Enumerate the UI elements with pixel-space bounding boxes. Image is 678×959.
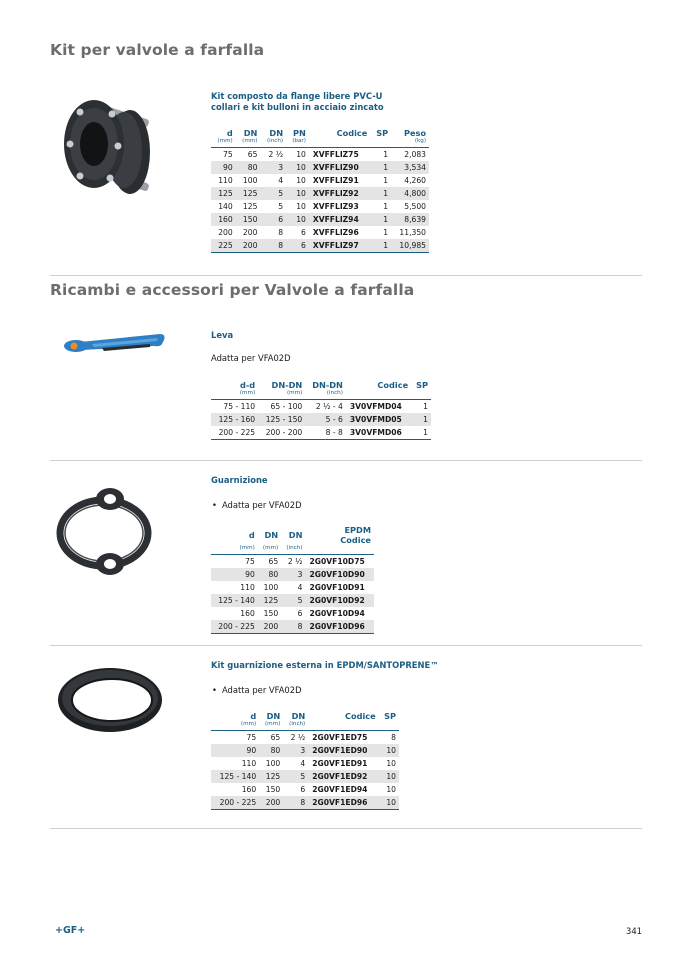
col-d: d	[250, 711, 257, 721]
unit: (inch)	[266, 138, 284, 144]
table-row	[211, 757, 399, 770]
table-cell: XVFFLIZ90	[309, 161, 370, 174]
table-cell: 8,639	[391, 213, 429, 226]
table-row	[211, 783, 399, 796]
table-cell: 125	[236, 187, 261, 200]
table-cell: 6	[300, 785, 306, 794]
col-sp: SP	[416, 380, 428, 390]
table-row	[211, 426, 431, 440]
table-cell: 200 - 225	[211, 620, 258, 634]
col-codice: Codice	[336, 128, 368, 138]
col-codice: Codice	[344, 711, 376, 721]
table-cell: 5	[283, 770, 308, 783]
table-cell: 10	[379, 744, 399, 757]
table-cell: 2G0VF1ED94	[312, 785, 368, 794]
guarnizione-bullet: • Adatta per VFA02D	[212, 500, 302, 510]
table-cell: 8	[260, 239, 286, 253]
table-cell: 160	[211, 213, 236, 226]
title-line-1: Kit composto da flange libere PVC-U	[211, 91, 383, 101]
table-cell: 10	[379, 796, 399, 810]
product-title-flange-kit	[211, 91, 384, 113]
section-title-kit: Kit per valvole a farfalla	[50, 41, 265, 59]
table-cell: 5	[278, 202, 284, 211]
table-cell: 80	[236, 161, 261, 174]
unit: (mm)	[264, 721, 281, 727]
col-dn-inch: DN	[269, 128, 284, 138]
unit	[305, 545, 374, 555]
unit	[370, 138, 391, 148]
table-cell: 1	[370, 213, 391, 226]
table-row	[211, 594, 374, 607]
table-cell: 75	[223, 150, 233, 159]
table-cell: 100	[242, 176, 258, 185]
table-cell: 125	[258, 594, 281, 607]
table-row	[211, 731, 399, 745]
table-cell: 150	[263, 609, 279, 618]
table-cell: XVFFLIZ93	[312, 202, 359, 211]
header-codice: Codice	[340, 535, 371, 545]
table-cell: 110	[241, 759, 257, 768]
divider	[50, 828, 642, 829]
table-cell: 2,083	[404, 150, 426, 159]
table-cell: XVFFLIZ94	[309, 213, 370, 226]
leva-table	[211, 380, 431, 440]
divider	[50, 645, 642, 646]
table-cell: 2G0VF10D91	[309, 583, 365, 592]
table-cell: XVFFLIZ75	[312, 150, 359, 159]
table-row	[211, 400, 431, 414]
col-epdm	[305, 525, 374, 545]
table-cell: 2G0VF1ED90	[308, 744, 378, 757]
guarnizione-table	[211, 525, 374, 634]
unit: (mm)	[217, 138, 233, 144]
col-dn-mm: DN	[243, 128, 258, 138]
table-cell: 150	[236, 213, 261, 226]
table-cell: 2G0VF1ED75	[312, 733, 368, 742]
unit	[379, 721, 399, 731]
table-cell: 125	[259, 770, 283, 783]
outer-gasket-image	[54, 660, 170, 736]
col-codice: Codice	[377, 380, 409, 390]
table-cell: 110	[240, 583, 255, 592]
table-cell: 200	[259, 796, 283, 810]
table-cell: 2 ½	[268, 150, 284, 159]
table-cell: 5	[281, 594, 305, 607]
table-cell: 80	[259, 744, 283, 757]
unit: (mm)	[239, 545, 255, 551]
table-cell: XVFFLIZ97	[309, 239, 370, 253]
unit	[309, 138, 370, 148]
unit	[308, 721, 378, 731]
table-cell: 125 - 150	[258, 413, 305, 426]
table-cell: 125 - 140	[211, 770, 259, 783]
table-cell: 5 - 6	[305, 413, 346, 426]
lever-image	[62, 328, 167, 358]
table-cell: 3V0VFMD05	[346, 413, 411, 426]
flange-kit-table	[211, 128, 429, 253]
unit	[346, 390, 411, 400]
col-pn: PN	[293, 128, 306, 138]
table-cell: 2 ½ - 4	[315, 402, 343, 411]
table-cell: 65	[268, 557, 279, 566]
gasket-image	[54, 482, 154, 580]
table-row	[211, 148, 429, 162]
table-cell: 2G0VF1ED91	[312, 759, 368, 768]
table-cell: 10,985	[391, 239, 429, 253]
product-title-guarnizione: Guarnizione	[211, 475, 268, 485]
table-row	[211, 568, 374, 581]
unit: (mm)	[262, 545, 279, 551]
table-cell: 1	[383, 176, 389, 185]
table-cell: 200 - 225	[218, 428, 256, 437]
unit: (mm)	[240, 721, 257, 727]
table-cell: 2G0VF10D90	[305, 568, 374, 581]
unit: (kg)	[414, 138, 426, 144]
table-cell: 10	[286, 187, 309, 200]
divider	[50, 275, 642, 276]
table-row	[211, 581, 374, 594]
table-cell: 2G0VF10D92	[305, 594, 374, 607]
col-dn-inch: DN	[288, 530, 303, 540]
col-d-d: d-d	[240, 380, 256, 390]
table-cell: 80	[258, 568, 281, 581]
table-cell: 2G0VF10D96	[305, 620, 374, 634]
table-cell: XVFFLIZ92	[309, 187, 370, 200]
table-cell: 150	[265, 785, 281, 794]
table-cell: 4,260	[404, 176, 426, 185]
section-title-ricambi: Ricambi e accessori per Valvole a farfalla	[50, 281, 415, 299]
table-cell: 100	[265, 759, 281, 768]
unit: (mm)	[239, 390, 256, 396]
unit: (inch)	[326, 390, 343, 396]
kit-guarnizione-table	[211, 711, 399, 810]
table-cell: 6	[297, 609, 303, 618]
table-cell: 10	[386, 785, 396, 794]
col-d: d	[226, 128, 233, 138]
unit: (mm)	[286, 390, 303, 396]
table-cell: 2G0VF1ED92	[308, 770, 378, 783]
table-cell: 8	[391, 733, 396, 742]
unit: (inch)	[286, 545, 303, 551]
table-cell: 200	[218, 228, 233, 237]
table-row	[211, 174, 429, 187]
unit: (inch)	[289, 721, 306, 727]
col-d: d	[248, 530, 255, 540]
col-dn-mm: DN	[266, 711, 281, 721]
table-cell: 8	[281, 620, 305, 634]
table-cell: 3V0VFMD04	[349, 402, 402, 411]
col-sp: SP	[384, 711, 396, 721]
table-row	[211, 200, 429, 213]
table-cell: 90	[211, 744, 259, 757]
header-epdm: EPDM	[344, 525, 371, 535]
table-cell: 1	[411, 413, 431, 426]
table-cell: 1	[370, 161, 391, 174]
table-cell: 10	[296, 176, 306, 185]
table-cell: 8 - 8	[325, 428, 343, 437]
table-cell: 125 - 160	[211, 413, 258, 426]
table-cell: 140	[218, 202, 233, 211]
table-cell: 4	[278, 176, 284, 185]
table-cell: 225	[211, 239, 236, 253]
table-cell: 125 - 140	[211, 594, 258, 607]
table-row	[211, 187, 429, 200]
gf-logo: +GF+	[55, 925, 86, 936]
flange-kit-image	[58, 92, 163, 202]
table-cell: 3,534	[391, 161, 429, 174]
table-row	[211, 413, 431, 426]
table-cell: 125	[211, 187, 236, 200]
table-cell: 6	[260, 213, 286, 226]
col-dn-inch: DN	[291, 711, 306, 721]
unit: (bar)	[292, 138, 306, 144]
table-row	[211, 620, 374, 634]
table-cell: 6	[286, 239, 309, 253]
unit: (mm)	[242, 138, 258, 144]
table-cell: 2 ½	[290, 733, 306, 742]
product-title-leva: Leva	[211, 330, 234, 340]
table-cell: 1	[423, 428, 428, 437]
table-cell: 2G0VF1ED96	[308, 796, 378, 810]
table-cell: 65 - 100	[270, 402, 303, 411]
table-cell: 10	[296, 150, 306, 159]
table-cell: 1	[383, 150, 389, 159]
col-peso: Peso	[403, 128, 426, 138]
table-row	[211, 226, 429, 239]
table-cell: 10	[296, 202, 306, 211]
table-cell: 200	[242, 228, 258, 237]
table-row	[211, 607, 374, 620]
table-cell: 1	[370, 187, 391, 200]
table-row	[211, 796, 399, 810]
divider	[50, 460, 642, 461]
table-cell: 200	[236, 239, 261, 253]
table-cell: 3	[281, 568, 305, 581]
table-cell: 6	[301, 228, 306, 237]
table-cell: 90	[211, 568, 258, 581]
table-row	[211, 770, 399, 783]
page-number: 341	[626, 926, 642, 936]
table-cell: 3	[260, 161, 286, 174]
table-cell: 10	[286, 213, 309, 226]
title-line-2: collari e kit bulloni in acciaio zincato	[211, 102, 384, 112]
table-cell: 110	[218, 176, 233, 185]
col-dn-dn-mm: DN-DN	[271, 380, 303, 390]
table-cell: 3V0VFMD06	[349, 428, 402, 437]
table-cell: 65	[247, 150, 258, 159]
table-cell: 1	[370, 239, 391, 253]
col-sp: SP	[376, 128, 389, 138]
table-cell: 75	[246, 733, 257, 742]
table-cell: 100	[263, 583, 279, 592]
table-cell: 1	[383, 228, 389, 237]
table-cell: 8	[283, 796, 308, 810]
table-cell: XVFFLIZ96	[312, 228, 359, 237]
table-cell: XVFFLIZ91	[312, 176, 359, 185]
table-cell: 10	[286, 161, 309, 174]
table-cell: 65	[270, 733, 281, 742]
table-cell: 200 - 225	[211, 796, 259, 810]
table-cell: 4,800	[391, 187, 429, 200]
col-dn-dn-inch: DN-DN	[312, 380, 343, 390]
table-cell: 2 ½	[287, 557, 303, 566]
table-row	[211, 213, 429, 226]
table-row	[211, 161, 429, 174]
unit	[411, 390, 431, 400]
table-cell: 75	[245, 557, 255, 566]
table-row	[211, 744, 399, 757]
leva-desc: Adatta per VFA02D	[211, 353, 291, 363]
table-cell: 4	[297, 583, 303, 592]
table-cell: 90	[211, 161, 236, 174]
table-cell: 160	[241, 785, 257, 794]
table-cell: 10	[379, 770, 399, 783]
table-cell: 5	[260, 187, 286, 200]
table-cell: 4	[300, 759, 306, 768]
table-cell: 1	[423, 402, 428, 411]
table-row	[211, 555, 374, 569]
table-cell: 1	[383, 202, 389, 211]
product-title-kit-guarnizione: Kit guarnizione esterna in EPDM/SANTOPRENE™	[211, 660, 439, 670]
table-cell: 3	[283, 744, 308, 757]
table-cell: 200 - 200	[265, 428, 303, 437]
table-cell: 200	[258, 620, 281, 634]
table-cell: 2G0VF10D75	[309, 557, 365, 566]
table-cell: 10	[386, 759, 396, 768]
table-cell: 8	[278, 228, 284, 237]
table-cell: 11,350	[399, 228, 426, 237]
table-row	[211, 239, 429, 253]
table-cell: 5,500	[404, 202, 426, 211]
table-cell: 125	[242, 202, 258, 211]
table-cell: 2G0VF10D94	[309, 609, 365, 618]
table-cell: 160	[240, 609, 255, 618]
kit-guarnizione-bullet: • Adatta per VFA02D	[212, 685, 302, 695]
col-dn-mm: DN	[264, 530, 279, 540]
table-cell: 75 - 110	[223, 402, 256, 411]
